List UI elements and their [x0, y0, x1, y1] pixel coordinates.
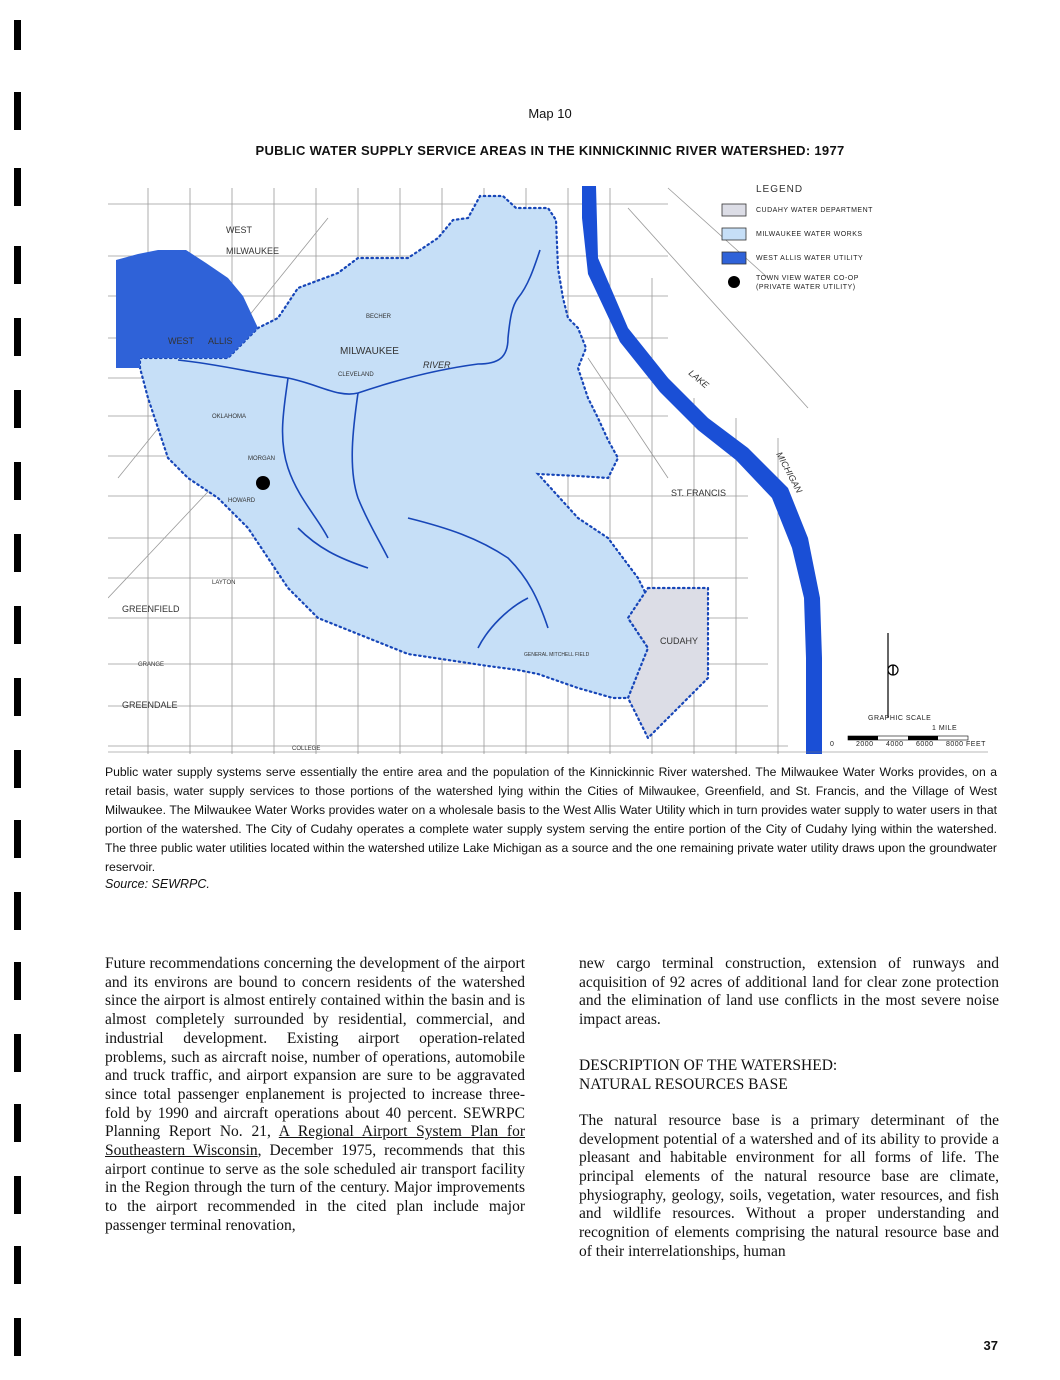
body-paragraph: new cargo terminal construction, extension of runways and acquisition of 92 acres of additional land for clear zone protection and the elimination of land use conflicts in the most severe noise impact areas. — [579, 955, 999, 1029]
binder-mark — [14, 892, 21, 930]
town-view-water-coop-point — [256, 476, 270, 490]
legend-swatch-milwaukee — [722, 228, 746, 240]
map-label-general-mitchell-field: GENERAL MITCHELL FIELD — [524, 652, 590, 658]
legend-label-milwaukee: MILWAUKEE WATER WORKS — [756, 231, 863, 238]
binder-mark — [14, 1176, 21, 1214]
binder-mark — [14, 246, 21, 284]
legend-swatch-west-allis — [722, 252, 746, 264]
section-heading — [579, 1056, 999, 1094]
map-label-west-milwaukee: MILWAUKEE — [226, 246, 280, 256]
map-label-becher: BECHER — [366, 314, 392, 320]
binder-mark — [14, 1246, 21, 1284]
binder-mark — [14, 678, 21, 716]
binder-mark — [14, 1318, 21, 1356]
map-label-college: COLLEGE — [292, 746, 321, 752]
map-label-morgan: MORGAN — [248, 456, 275, 462]
scale-mile: 1 MILE — [932, 725, 958, 732]
binder-mark — [14, 1104, 21, 1142]
binder-mark — [14, 390, 21, 428]
body-text: , December 1975, recommends that this airport continue to serve as the sole scheduled air transport facility in the Region through the turn of the century. Major improvements to the airport recommended in the cited plan include major passenger terminal renovation, — [105, 1142, 525, 1234]
binder-mark — [14, 318, 21, 356]
map-label-cudahy: CUDAHY — [660, 636, 699, 646]
binder-mark — [14, 962, 21, 1000]
scale-tick: 0 — [830, 741, 835, 748]
north-arrow-icon — [888, 633, 898, 718]
map-label-michigan: MICHIGAN — [774, 450, 805, 495]
body-column-left — [105, 955, 525, 1236]
binder-mark — [14, 20, 21, 50]
body-column-right — [579, 955, 999, 1261]
map-caption: Public water supply systems serve essentially the entire area and the population of the Kinnickinnic River watershed. The Milwaukee Water Works provides, on a retail basis, water supply services to those portions of the watershed lying within the Cities of Milwaukee, Greenfield, and St. Francis, and the Village of West Milwaukee. The Milwaukee Water Works provides water on a wholesale basis to the West Allis Water Utility which in turn provides water supply to water users in that portion of the watershed. The City of Cudahy operates a complete water supply system serving the entire portion of the City of Cudahy lying within the watershed. The three public water utilities located within the watershed utilize Lake Michigan as a source and the one remaining private water utility draws upon the groundwater reservoir. — [105, 765, 997, 874]
map-source: Source: SEWRPC. — [105, 877, 210, 891]
legend-label-cudahy: CUDAHY WATER DEPARTMENT — [756, 207, 873, 214]
body-text: Future recommendations concerning the development of the airport and its environs are bound to concern residents of the watershed since the airport is almost entirely contained within the basin and is almost completely surrounded by residential, commercial, and industrial development. Existing airport operation-related problems, such as aircraft noise, number of operations, automobile and truck traffic, and airport expansion are sure to be aggravated since total passenger enplanement is projected to increase three-fold by 1990 and aircraft operations about 40 percent. SEWRPC Planning Report No. 21, — [105, 955, 525, 1141]
page-number: 37 — [983, 1338, 998, 1353]
map-label-greenfield: GREENFIELD — [122, 604, 180, 614]
binder-mark — [14, 606, 21, 644]
binder-mark — [14, 750, 21, 788]
body-paragraph — [105, 955, 525, 1236]
scale-tick: 4000 — [886, 741, 904, 748]
map-title: PUBLIC WATER SUPPLY SERVICE AREAS IN THE KINNICKINNIC RIVER WATERSHED: 1977 — [255, 143, 845, 158]
map-label-grange: GRANGE — [138, 662, 165, 668]
watershed-map — [108, 178, 988, 754]
legend-label-west-allis: WEST ALLIS WATER UTILITY — [756, 255, 864, 262]
map-label-west-milwaukee: WEST — [226, 225, 252, 235]
map-label-st-francis: ST. FRANCIS — [671, 488, 727, 498]
scale-tick: 6000 — [916, 741, 934, 748]
body-paragraph: The natural resource base is a primary determinant of the development potential of a watershed and of its ability to provide a pleasant and habitable environment for all forms of life. The principal elements of the natural resource base are climate, physiography, geology, soils, vegetation, water resources, and fish and wildlife resources. Without a proper understanding and recognition of elements comprising the natural resource base and of their interrelationships, human — [579, 1111, 999, 1260]
map-label-milwaukee: MILWAUKEE — [340, 346, 399, 357]
scale-title: GRAPHIC SCALE — [868, 715, 932, 722]
section-heading-line: DESCRIPTION OF THE WATERSHED: — [579, 1056, 838, 1074]
map-label-river: RIVER — [423, 360, 451, 370]
map-label-howard: HOWARD — [228, 498, 256, 504]
binder-mark — [14, 1034, 21, 1072]
map-label-layton: LAYTON — [212, 580, 236, 586]
binder-mark — [14, 820, 21, 858]
report-title: A Regional Airport System Plan for Southeastern Wisconsin — [105, 1123, 525, 1160]
map-legend — [722, 184, 873, 291]
legend-label-town-view-sub: (PRIVATE WATER UTILITY) — [756, 284, 856, 291]
legend-label-town-view: TOWN VIEW WATER CO-OP — [756, 275, 859, 282]
map-label-west-allis: ALLIS — [208, 336, 233, 346]
scale-tick: 2000 — [856, 741, 874, 748]
scale-tick: 8000 FEET — [946, 741, 986, 748]
map-label-cleveland: CLEVELAND — [338, 372, 374, 378]
binder-mark — [14, 534, 21, 572]
section-heading-line: NATURAL RESOURCES BASE — [579, 1075, 788, 1093]
map-label-lake: LAKE — [686, 367, 711, 391]
map-label-greendale: GREENDALE — [122, 700, 178, 710]
legend-heading: LEGEND — [756, 184, 804, 195]
binder-mark — [14, 168, 21, 206]
legend-swatch-cudahy — [722, 204, 746, 216]
legend-symbol-town-view — [728, 276, 740, 288]
graphic-scale — [830, 715, 986, 748]
binder-mark — [14, 462, 21, 500]
map-number: Map 10 — [528, 106, 572, 121]
map-label-oklahoma: OKLAHOMA — [212, 414, 247, 420]
map-label-west-allis: WEST — [168, 336, 194, 346]
